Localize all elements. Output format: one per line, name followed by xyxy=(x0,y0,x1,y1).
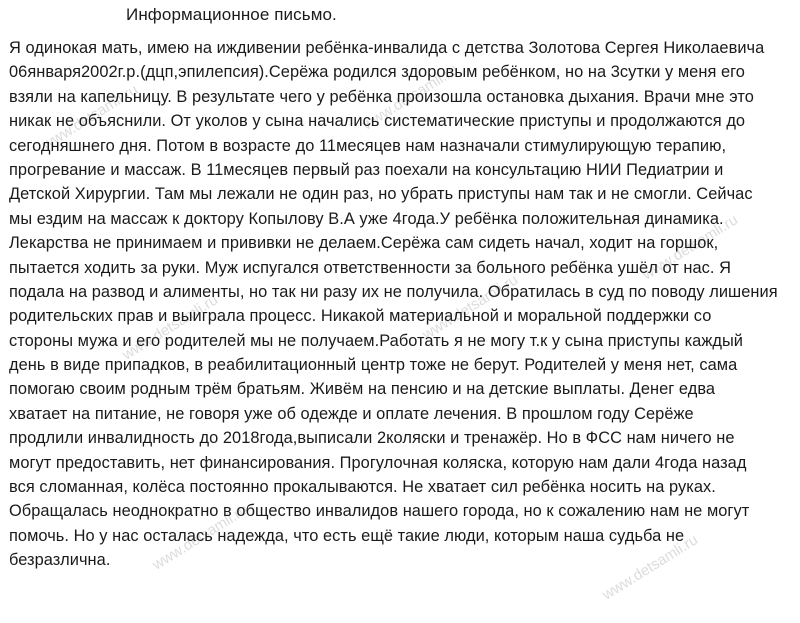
watermark: www.detsamli.ru xyxy=(119,291,222,364)
letter-line: безразлична. xyxy=(9,551,111,570)
watermark: www.detsamli.ru xyxy=(149,501,252,574)
letter-line: Лекарства не принимаем и прививки не делаем.Серёжа сам сидеть начал, ходит на горшок, xyxy=(9,234,719,253)
watermark: www.detsamli.ru xyxy=(599,531,702,604)
letter-line: прогревание и массаж. В 11месяцев первый раз поехали на консультацию НИИ Педиатрии и xyxy=(9,160,724,179)
letter-line: хватает на питание, не говоря уже об одежде и оплате лечения. В прошлом году Серёже xyxy=(9,404,694,423)
letter-title: Информационное письмо. xyxy=(126,5,337,24)
letter-line: помочь. Но у нас осталась надежда, что есть ещё такие люди, которым наша судьба не xyxy=(9,526,685,545)
letter-line: день в виде припадков, в реабилитационный центр тоже не берут. Родителей у меня нет, сама xyxy=(9,356,738,375)
watermark: www.detsamli.ru xyxy=(39,81,142,154)
letter-line: взяли на капельницу. В результате чего у ребёнка произошла остановка дыхания. Врачи мне это xyxy=(9,87,754,106)
watermark: www.detsamli.ru xyxy=(359,61,462,134)
letter-line: мы ездим на массаж к доктору Копылову В.А уже 4года.У ребёнка положительная динамика. xyxy=(9,209,724,228)
letter-line: Детской Хирургии. Там мы лежали не один раз, но убрать приступы нам так и не смогли. Сейчас xyxy=(9,185,753,204)
letter-line: помогаю своим родным трём братьям. Живём на пенсию и на детские выплаты. Денег едва xyxy=(9,380,716,399)
letter-line: пытается ходить за руки. Муж испугался ответственности за больного ребёнка ушёл от нас. Я xyxy=(9,258,732,277)
watermark: www.detsamli.ru xyxy=(639,211,742,284)
watermark: www.detsamli.ru xyxy=(419,271,522,344)
letter-line: родительских прав и выиграла процесс. Никакой материальной и моральной поддержки со xyxy=(9,307,712,326)
letter-line: подала на развод и алименты, но так ни разу их не получила. Обратилась в суд по поводу лишения xyxy=(9,282,778,301)
letter-line: вся сломанная, колёса постоянно прокалываются. Не хватает сил ребёнка носить на руках. xyxy=(9,478,716,497)
letter-line: могут предоставить, нет финансирования. Прогулочная коляска, которую нам дали 4года назад xyxy=(9,453,747,472)
letter-line: стороны мужа и его родителей мы не получаем.Работать я не могу т.к у сына приступы каждый xyxy=(9,331,744,350)
letter-body xyxy=(9,36,799,573)
letter-line: Я одинокая мать, имею на иждивении ребёнка-инвалида с детства Золотова Сергея Николаевича xyxy=(9,39,765,57)
letter-line: никак не объяснили. От уколов у сына начались систематические приступы и продолжаются до xyxy=(9,112,746,131)
letter-line: Обращалась неоднократно в общество инвалидов нашего города, но к сожалению нам не могут xyxy=(9,502,750,521)
letter-line: 06января2002г.р.(дцп,эпилепсия).Серёжа родился здоровым ребёнком, но на 3сутки у меня его xyxy=(9,63,745,82)
letter-line: продлили инвалидность до 2018года,выписали 2коляски и тренажёр. Но в ФСС нам ничего не xyxy=(9,429,735,448)
letter-line: сегодняшнего дня. Потом в возрасте до 11месяцев нам назначали стимулирующую терапию, xyxy=(9,136,727,155)
